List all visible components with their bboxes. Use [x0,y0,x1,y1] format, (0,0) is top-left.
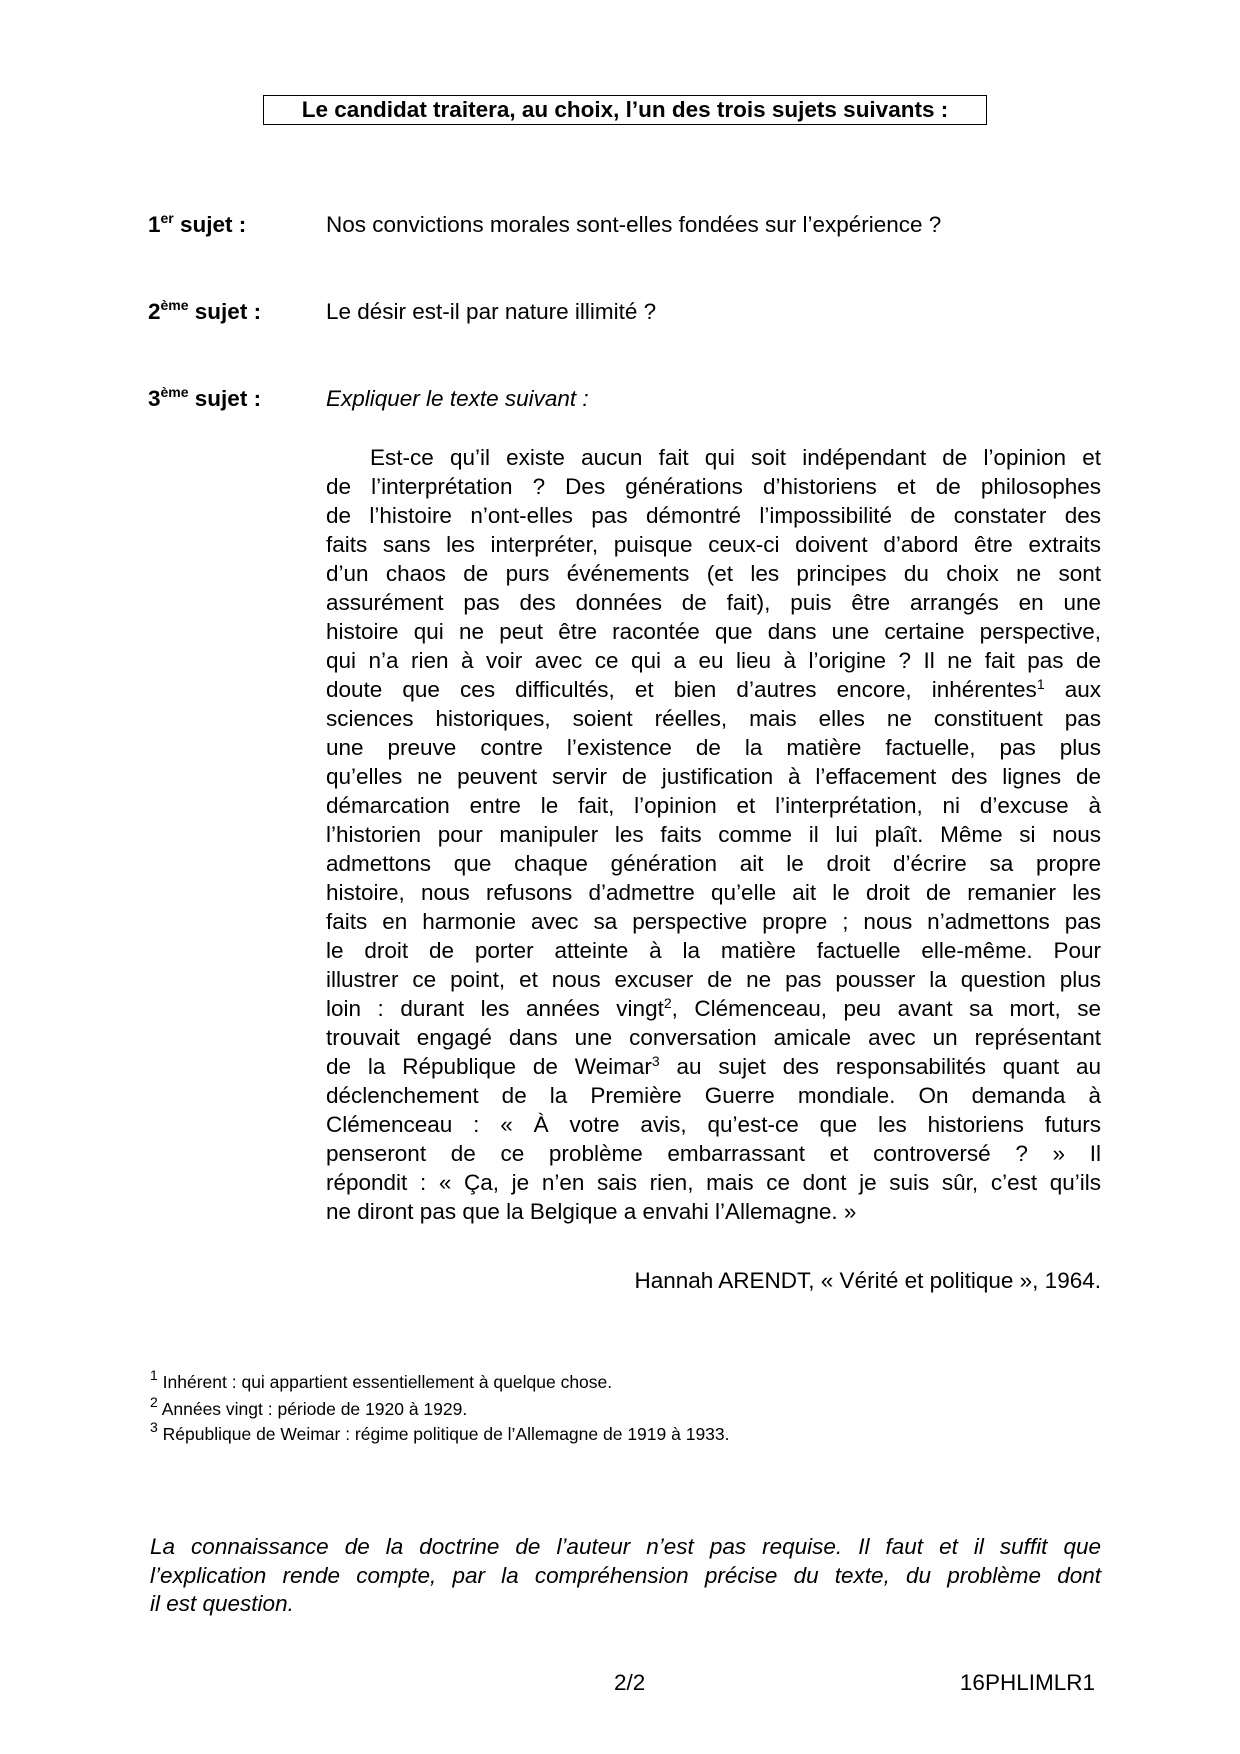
instructions-note [150,1533,1101,1619]
subject-1-label [148,211,246,239]
passage-line [326,646,1101,675]
passage-text-segment: de l’interprétation ? Des générations d’historiens et de philosophes [326,474,1101,499]
passage-text-segment: histoire qui ne peut être racontée que dans une certaine perspective, [326,619,1101,644]
document-code: 16PHLIMLR1 [959,1670,1095,1695]
passage-text-segment: qu’elles ne peuvent servir de justification à l’effacement des lignes de [326,764,1101,789]
passage-text-segment: déclenchement de la Première Guerre mondiale. On demanda à [326,1083,1101,1108]
passage-line [326,675,1101,704]
passage-text-segment: Est-ce qu’il existe aucun fait qui soit indépendant de l’opinion et [370,445,1101,470]
passage-text-segment: histoire, nous refusons d’admettre qu’elle ait le droit de remanier les [326,880,1101,905]
passage-text-segment: illustrer ce point, et nous excuser de ne pas pousser la question plus [326,967,1101,992]
passage-line [326,501,1101,530]
footnote-number: 2 [150,1394,158,1410]
subject-2-label [148,298,261,326]
passage-line [326,1023,1101,1052]
passage-text-segment: sciences historiques, soient réelles, mais elles ne constituent pas [326,706,1101,731]
passage-line [326,617,1101,646]
subject-number: 3 [148,386,161,411]
note-line: il est question. [150,1591,294,1616]
passage-text-segment: admettons que chaque génération ait le droit d’écrire sa propre [326,851,1101,876]
passage-line [326,1168,1101,1197]
subject-1-text: Nos convictions morales sont-elles fondées sur l’expérience ? [326,212,942,237]
passage-line [326,820,1101,849]
page-number: 2/2 [614,1670,646,1695]
footnote-text: Inhérent : qui appartient essentiellement à quelque chose. [157,1372,613,1392]
passage-line [326,965,1101,994]
passage-text-segment: faits sans les interpréter, puisque ceux-ci doivent d’abord être extraits [326,532,1101,557]
footnote-3 [150,1419,730,1446]
passage-line [326,472,1101,501]
footnote-reference: 3 [651,1053,660,1069]
passage-text-segment: penseront de ce problème embarrassant et controversé ? » Il [326,1141,1101,1166]
subject-label-text: sujet : [188,386,262,411]
subject-ordinal: er [160,210,174,226]
subject-3-text: Expliquer le texte suivant : [326,386,589,411]
passage-line [326,530,1101,559]
passage-text-segment: loin : durant les années vingt [326,996,664,1021]
passage-line [326,1081,1101,1110]
passage-line [326,704,1101,733]
passage-text-segment: le droit de porter atteinte à la matière factuelle elle-même. Pour [326,938,1101,963]
passage-line [326,762,1101,791]
subject-number: 2 [148,299,161,324]
passage-line [326,588,1101,617]
passage-line [326,994,1101,1023]
passage-line [326,1052,1101,1081]
passage-text-segment: l’historien pour manipuler les faits comme il lui plaît. Même si nous [326,822,1101,847]
footnote-reference: 2 [663,995,672,1011]
subject-label-text: sujet : [173,212,247,237]
passage-text-segment: répondit : « Ça, je n’en sais rien, mais ce dont je suis sûr, c’est qu’ils [326,1170,1101,1195]
passage-text-segment: démarcation entre le fait, l’opinion et l’interprétation, ni d’excuse à [326,793,1101,818]
passage-attribution: Hannah ARENDT, « Vérité et politique », 1964. [634,1268,1101,1293]
passage-line [326,936,1101,965]
passage-line [326,733,1101,762]
passage-text-segment: Clémenceau : « À votre avis, qu’est-ce que les historiens futurs [326,1112,1101,1137]
footnote-text: République de Weimar : régime politique de l’Allemagne de 1919 à 1933. [157,1424,730,1444]
subject-label-text: sujet : [188,299,262,324]
subject-ordinal: ème [160,384,189,400]
passage-text-segment: aux [1044,677,1101,702]
note-line: La connaissance de la doctrine de l’auteur n’est pas requise. Il faut et il suffit que [150,1534,1101,1559]
passage-line [326,443,1101,472]
passage-line [326,878,1101,907]
instruction-heading: Le candidat traitera, au choix, l’un des trois sujets suivants : [263,95,987,125]
passage-text-segment: , Clémenceau, peu avant sa mort, se [671,996,1101,1021]
footnote-reference: 1 [1036,676,1045,692]
subject-ordinal: ème [160,297,189,313]
passage-text-segment: d’un chaos de purs événements (et les principes du choix ne sont [326,561,1101,586]
passage-line [326,559,1101,588]
footnote-2 [150,1394,468,1421]
note-line: l’explication rende compte, par la compréhension précise du texte, du problème dont [150,1562,1101,1588]
passage-text-segment: trouvait engagé dans une conversation amicale avec un représentant [326,1025,1101,1050]
passage-text-segment: au sujet des responsabilités quant au [659,1054,1101,1079]
subject-number: 1 [148,212,161,237]
passage-line [326,791,1101,820]
passage-text-segment: ne diront pas que la Belgique a envahi l’Allemagne. » [326,1199,857,1224]
passage-text [326,443,1101,1226]
passage-line [326,1139,1101,1168]
passage-text-segment: une preuve contre l’existence de la matière factuelle, pas plus [326,735,1101,760]
footnote-1 [150,1367,613,1394]
passage-line [326,849,1101,878]
passage-text-segment: faits en harmonie avec sa perspective propre ; nous n’admettons pas [326,909,1101,934]
passage-line [326,1110,1101,1139]
passage-line [326,1197,1101,1226]
passage-text-segment: qui n’a rien à voir avec ce qui a eu lieu à l’origine ? Il ne fait pas de [326,648,1101,673]
footnote-number: 1 [150,1367,158,1383]
passage-text-segment: de la République de Weimar [326,1054,652,1079]
footnote-number: 3 [150,1419,158,1435]
footnote-text: Années vingt : période de 1920 à 1929. [157,1399,468,1419]
passage-text-segment: doute que ces difficultés, et bien d’autres encore, inhérentes [326,677,1037,702]
subject-3-label [148,385,261,413]
passage-line [326,907,1101,936]
passage-text-segment: assurément pas des données de fait), puis être arrangés en une [326,590,1101,615]
passage-text-segment: de l’histoire n’ont-elles pas démontré l’impossibilité de constater des [326,503,1101,528]
subject-2-text: Le désir est-il par nature illimité ? [326,299,657,324]
